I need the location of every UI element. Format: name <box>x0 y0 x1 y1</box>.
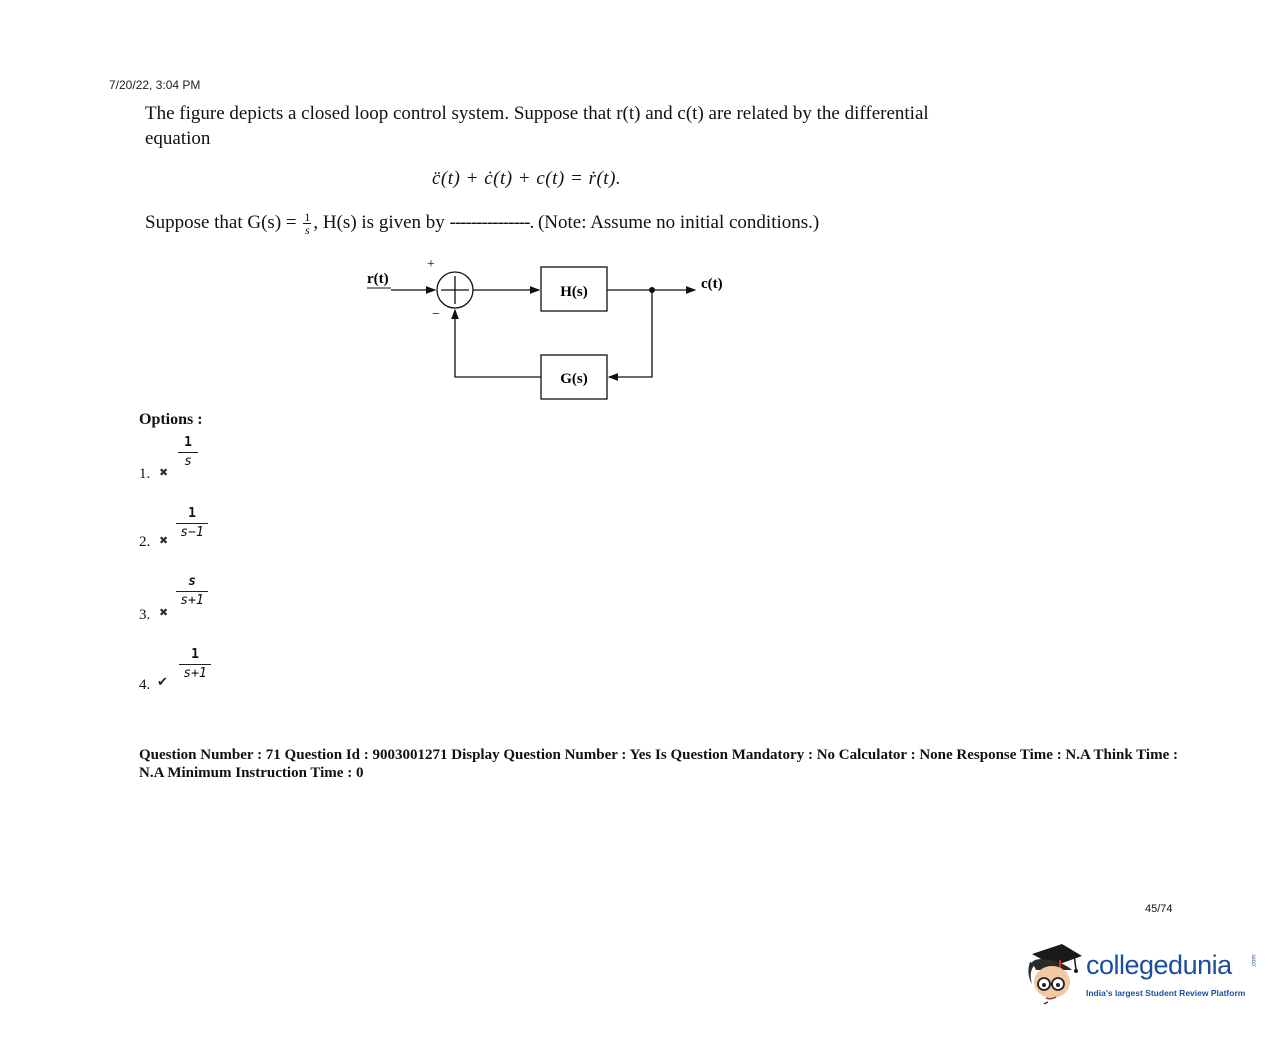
option-1-fraction-bar <box>178 452 198 453</box>
question-metadata: Question Number : 71 Question Id : 9003001271 Display Question Number : Yes Is Question Mandatory : No Calculator : None Response Time : N.A Think Time : N.A Minimum Instruction Time : 0 <box>139 747 1178 781</box>
option-1-cross-icon: ✖ <box>159 466 169 479</box>
g-fraction-numerator: 1 <box>304 210 311 224</box>
option-3-fraction-bar <box>176 591 208 592</box>
option-4-fraction-bar <box>179 664 211 665</box>
option-2-numerator: 1 <box>188 506 196 521</box>
option-2-denominator: s−1 <box>180 525 204 540</box>
collegedunia-logo[interactable] <box>1024 938 1264 1008</box>
block-diagram <box>355 250 755 410</box>
print-timestamp: 7/20/22, 3:04 PM <box>109 78 201 92</box>
option-4-check-icon: ✔ <box>157 675 168 690</box>
question-text: The figure depicts a closed loop control system. Suppose that r(t) and c(t) are related by the differential equation <box>145 103 929 149</box>
option-4-numerator: 1 <box>191 647 199 662</box>
logo-wordmark: collegedunia <box>1086 950 1232 980</box>
option-3-denominator: s+1 <box>180 593 204 608</box>
option-1-number: 1. <box>139 466 151 482</box>
option-2-cross-icon: ✖ <box>159 534 169 547</box>
logo-tagline: India's largest Student Review Platform <box>1086 988 1246 998</box>
option-4-fraction[interactable] <box>179 648 211 681</box>
feedback-path-right <box>609 290 652 377</box>
minus-sign: − <box>432 307 440 322</box>
option-3-cross-icon: ✖ <box>159 606 169 619</box>
h-block-label: H(s) <box>560 284 588 300</box>
input-label: r(t) <box>367 271 389 287</box>
option-1-fraction[interactable] <box>178 436 198 469</box>
page-number: 45/74 <box>1145 903 1173 915</box>
option-4-number: 4. <box>139 677 151 693</box>
option-1-numerator: 1 <box>184 435 192 450</box>
options-title: Options : <box>139 411 203 428</box>
logo-com-suffix: .com <box>1251 954 1258 968</box>
option-3-number: 3. <box>139 607 151 623</box>
plus-sign: + <box>427 257 435 272</box>
answer-blank: ---------------. <box>449 211 534 233</box>
g-fraction-denominator: s <box>305 223 310 237</box>
g-fraction <box>303 211 311 236</box>
option-3-numerator: s <box>188 574 196 589</box>
gh-prefix: Suppose that G(s) = <box>145 211 297 233</box>
option-2-fraction[interactable] <box>176 507 208 540</box>
option-2-number: 2. <box>139 534 151 550</box>
differential-equation: c̈(t) + ċ(t) + c(t) = ṙ(t). <box>432 168 622 189</box>
feedback-path-left <box>455 310 541 377</box>
option-4-denominator: s+1 <box>183 666 207 681</box>
mascot-icon <box>1024 940 1086 1006</box>
option-1-denominator: s <box>184 454 192 469</box>
transfer-function-statement <box>145 211 819 236</box>
g-block-label: G(s) <box>560 371 588 387</box>
option-2-fraction-bar <box>176 523 208 524</box>
option-3-fraction[interactable] <box>176 575 208 608</box>
gh-suffix: , H(s) is given by <box>313 211 445 233</box>
output-label: c(t) <box>701 276 723 292</box>
note-text: (Note: Assume no initial conditions.) <box>537 211 820 233</box>
